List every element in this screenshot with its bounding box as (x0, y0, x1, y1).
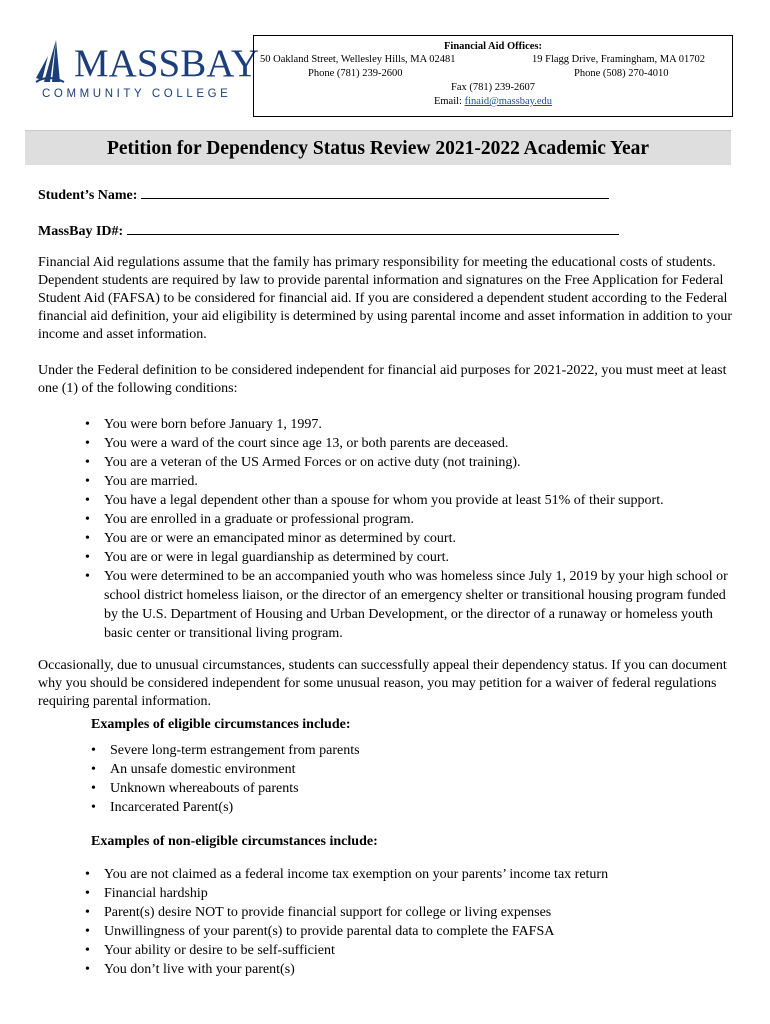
list-item: • Financial hardship (81, 884, 741, 903)
massbay-id-label: MassBay ID#: (38, 224, 124, 239)
title-bar (25, 130, 731, 165)
list-item: • Parent(s) desire NOT to provide financial support for college or living expenses (81, 903, 741, 922)
framingham-phone: Phone (508) 270-4010 (574, 68, 669, 79)
eligible-list (87, 741, 707, 817)
list-item: • Unwillingness of your parent(s) to provide parental data to complete the FAFSA (81, 922, 741, 941)
offices-heading: Financial Aid Offices: (444, 41, 542, 52)
wellesley-phone: Phone (781) 239-2600 (308, 68, 403, 79)
intro-paragraph: Financial Aid regulations assume that the family has primary responsibility for meeting the educational costs of students. Dependent students are required by law to provide parental information and signatures on the Free Application for Federal Student Aid (FAFSA) to be considered for financial aid. If you are considered a dependent student according to the Federal financial aid definition, your aid eligibility is determined by using parental income and asset information in addition to your income and asset information. (38, 255, 733, 342)
list-item: • You are or were in legal guardianship as determined by court. (81, 548, 741, 567)
massbay-id-blank[interactable] (127, 220, 619, 235)
appeal-paragraph: Occasionally, due to unusual circumstances, students can successfully appeal their dependency status. If you can document why you should be considered independent for some unusual reason, you may petition for a waiver of federal regulations requiring parental information. (38, 658, 727, 709)
list-item: • Your ability or desire to be self-sufficient (81, 941, 741, 960)
student-name-blank[interactable] (141, 184, 609, 199)
logo-wordmark: MASSBAY (74, 42, 259, 85)
email-link[interactable]: finaid@massbay.edu (464, 96, 553, 107)
list-item: • An unsafe domestic environment (87, 760, 707, 779)
list-item: • You are married. (81, 472, 741, 491)
list-item: • You are a veteran of the US Armed Forces or on active duty (not training). (81, 453, 741, 472)
email-line (254, 96, 732, 107)
definition-paragraph: Under the Federal definition to be considered independent for financial aid purposes for 2021-2022, you must meet at least one (1) of the following conditions: (38, 363, 727, 396)
independence-conditions-list (81, 415, 741, 643)
student-name-field (38, 184, 609, 204)
list-item: • You are not claimed as a federal income tax exemption on your parents’ income tax return (81, 865, 741, 884)
list-item: • Incarcerated Parent(s) (87, 798, 707, 817)
list-item: • You were a ward of the court since age 13, or both parents are deceased. (81, 434, 741, 453)
list-item: • Unknown whereabouts of parents (87, 779, 707, 798)
list-item: • You were determined to be an accompanied youth who was homeless since July 1, 2019 by your high school or school district homeless liaison, or the director of an emergency shelter or transitional housing program funded by the U.S. Department of Housing and Urban Development, or the director of a runaway or homeless youth basic center or transitional living program. (81, 567, 741, 643)
massbay-id-field (38, 220, 619, 240)
wellesley-address: 50 Oakland Street, Wellesley Hills, MA 02481 (260, 54, 456, 65)
list-item: • You are or were an emancipated minor as determined by court. (81, 529, 741, 548)
student-name-label: Student’s Name: (38, 188, 138, 203)
eligible-heading: Examples of eligible circumstances include: (91, 717, 351, 732)
logo-subtitle: COMMUNITY COLLEGE (42, 88, 232, 100)
list-item: • Severe long-term estrangement from parents (87, 741, 707, 760)
list-item: • You are enrolled in a graduate or professional program. (81, 510, 741, 529)
financial-aid-offices-box (253, 35, 733, 117)
email-label: Email: (433, 96, 462, 107)
list-item: • You were born before January 1, 1997. (81, 415, 741, 434)
page-title: Petition for Dependency Status Review 2021-2022 Academic Year (106, 138, 650, 159)
non-eligible-heading: Examples of non-eligible circumstances include: (91, 834, 378, 849)
list-item: • You don’t live with your parent(s) (81, 960, 741, 979)
massbay-logo (34, 38, 259, 106)
sail-logo-icon (34, 38, 74, 86)
list-item: • You have a legal dependent other than a spouse for whom you provide at least 51% of their support. (81, 491, 741, 510)
non-eligible-list (81, 865, 741, 979)
fax-number: Fax (781) 239-2607 (451, 82, 535, 93)
framingham-address: 19 Flagg Drive, Framingham, MA 01702 (532, 54, 705, 65)
